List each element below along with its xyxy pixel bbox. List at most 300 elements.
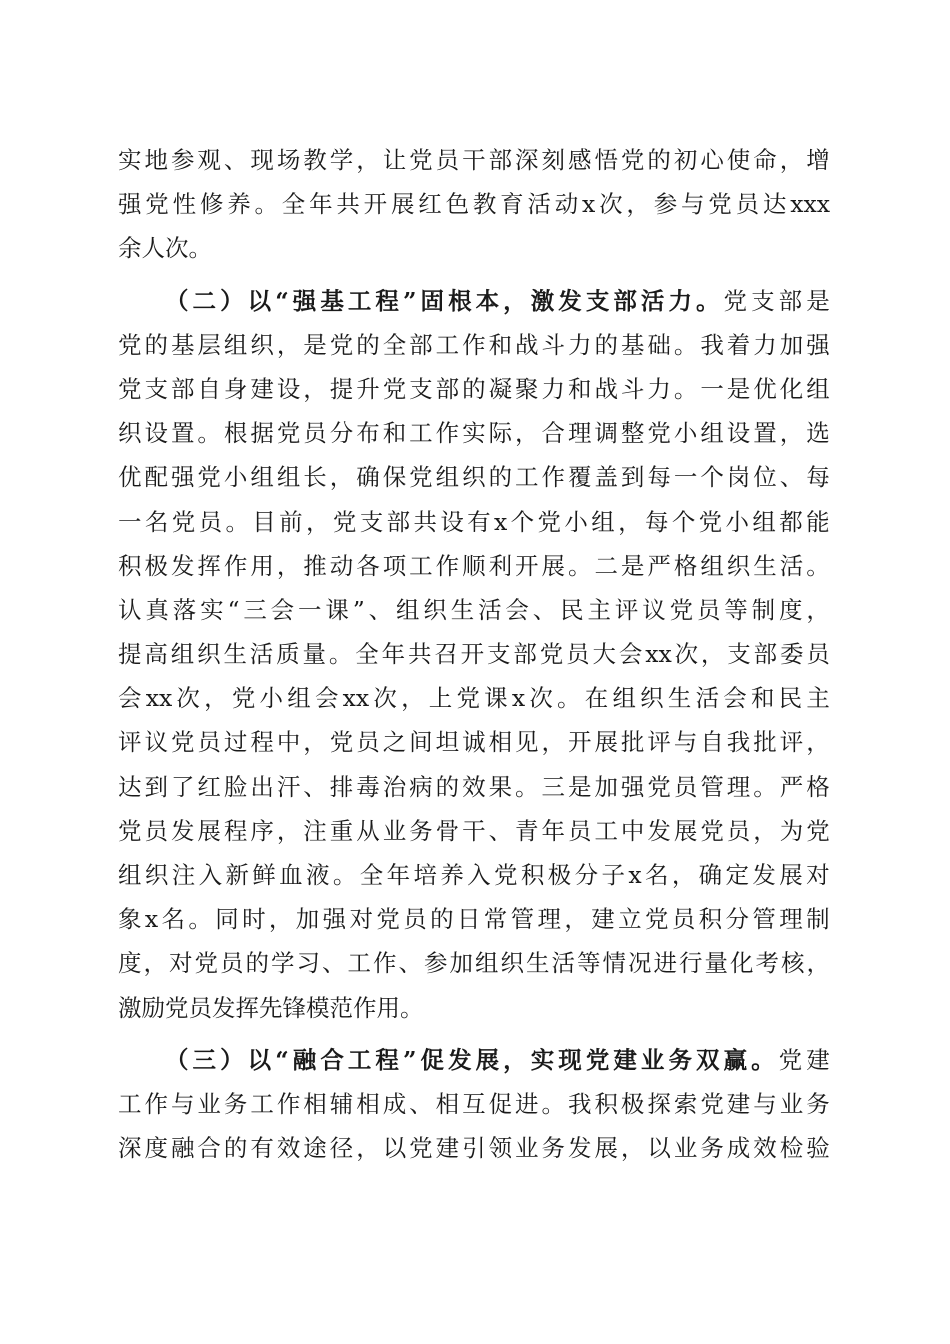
- text-glyph: 力: [753, 330, 777, 359]
- text-glyph: 观: [197, 146, 221, 174]
- heading-glyph: 基: [320, 286, 344, 315]
- text-glyph: 强: [170, 463, 195, 492]
- text-glyph: 果: [488, 772, 513, 801]
- text-glyph: 干: [462, 816, 486, 845]
- text-glyph: 展: [390, 190, 415, 219]
- text-glyph: 作: [223, 551, 248, 580]
- heading-glyph: 业: [640, 1045, 665, 1074]
- text-glyph: 是: [303, 330, 327, 359]
- text-glyph: 民: [560, 595, 584, 624]
- heading-glyph: 融: [292, 1045, 317, 1074]
- text-glyph: 党: [539, 640, 564, 669]
- text-glyph: 会: [118, 684, 142, 713]
- text-glyph: 党: [409, 146, 433, 174]
- text-glyph: ，: [303, 374, 327, 403]
- text-glyph: ，: [329, 463, 354, 492]
- text-glyph: 设: [726, 419, 751, 448]
- text-glyph: xxx: [790, 190, 830, 219]
- text-glyph: 小: [223, 463, 248, 492]
- text-glyph: 评: [647, 728, 671, 757]
- text-glyph: 定: [725, 861, 750, 889]
- heading-glyph: 促: [420, 1045, 445, 1074]
- text-glyph: 极: [144, 551, 168, 580]
- text-glyph: 场: [276, 146, 301, 174]
- text-glyph: 。: [673, 330, 698, 359]
- text-glyph: 务: [541, 1134, 565, 1163]
- text-glyph: 党: [170, 728, 195, 757]
- text-glyph: 学: [271, 949, 295, 978]
- text-glyph: 年: [309, 190, 333, 219]
- text-glyph: 发: [567, 1134, 592, 1163]
- text-glyph: 个: [510, 507, 535, 536]
- text-glyph: 积: [594, 1089, 618, 1118]
- text-glyph: 个: [671, 507, 696, 536]
- text-glyph: 促: [488, 1089, 513, 1118]
- text-glyph: 的: [435, 772, 460, 801]
- text-glyph: 强: [620, 772, 645, 801]
- text-glyph: 效: [753, 1134, 777, 1163]
- text-line: [118, 853, 830, 897]
- text-glyph: 和: [567, 374, 592, 403]
- text-glyph: 党: [382, 374, 407, 403]
- text-glyph: 党: [647, 772, 671, 801]
- heading-glyph: 工: [347, 1045, 372, 1074]
- text-glyph: 脸: [223, 772, 248, 801]
- text-glyph: 前: [279, 507, 303, 536]
- text-glyph: 织: [144, 861, 169, 889]
- text-line: [118, 986, 830, 1030]
- text-glyph: xx: [342, 684, 370, 713]
- text-glyph: 注: [171, 861, 196, 889]
- text-glyph: 党: [778, 1045, 803, 1074]
- heading-glyph: 合: [320, 1045, 344, 1074]
- text-glyph: 部: [435, 374, 460, 403]
- text-glyph: x: [628, 861, 642, 889]
- text-glyph: 织: [500, 949, 524, 978]
- text-glyph: 骨: [435, 816, 460, 845]
- text-glyph: ，: [268, 905, 293, 934]
- heading-glyph: 固: [420, 286, 445, 315]
- text-glyph: 际: [488, 419, 513, 448]
- text-glyph: 员: [673, 772, 698, 801]
- text-glyph: 党: [194, 949, 218, 978]
- text-glyph: 极: [547, 861, 572, 889]
- text-glyph: 之: [382, 728, 407, 757]
- text-glyph: 推: [303, 551, 327, 580]
- text-glyph: 、: [322, 949, 346, 978]
- text-glyph: 根: [223, 419, 248, 448]
- text-glyph: 开: [515, 551, 539, 580]
- text-glyph: 评: [779, 728, 804, 757]
- text-glyph: 次: [373, 684, 397, 713]
- heading-glyph: 部: [613, 286, 637, 315]
- text-glyph: 生: [753, 551, 777, 580]
- text-glyph: 等: [724, 595, 748, 624]
- text-glyph: 是: [726, 374, 751, 403]
- text-glyph: 分: [574, 861, 599, 889]
- text-glyph: 升: [356, 374, 380, 403]
- text-glyph: 重: [329, 816, 354, 845]
- text-glyph: 会: [505, 595, 529, 624]
- text-glyph: 度: [118, 949, 142, 978]
- text-glyph: 严: [779, 772, 804, 801]
- text-glyph: 子: [601, 861, 625, 889]
- text-glyph: 支: [144, 374, 168, 403]
- heading-glyph: 。: [751, 1045, 775, 1074]
- text-glyph: 融: [170, 1134, 195, 1163]
- text-glyph: 的: [462, 374, 486, 403]
- text-glyph: 活: [551, 949, 575, 978]
- text-glyph: 养: [440, 861, 464, 889]
- text-line: [118, 676, 830, 720]
- text-glyph: 业: [673, 1134, 698, 1163]
- text-line: [118, 544, 830, 588]
- text-glyph: 盖: [594, 463, 618, 492]
- text-glyph: ，: [806, 595, 830, 624]
- text-glyph: 程: [250, 728, 274, 757]
- text-glyph: 加: [295, 905, 320, 934]
- text-glyph: 。: [541, 1089, 565, 1118]
- text-glyph: 我: [726, 728, 751, 757]
- text-glyph: 了: [170, 772, 195, 801]
- text-glyph: 坦: [435, 728, 460, 757]
- text-glyph: 项: [382, 551, 407, 580]
- text-glyph: 员: [435, 146, 460, 174]
- text-glyph: ，: [143, 949, 167, 978]
- text-glyph: 织: [726, 551, 751, 580]
- text-glyph: 组: [223, 330, 248, 359]
- text-glyph: 设: [276, 374, 301, 403]
- text-glyph: 党: [118, 330, 142, 359]
- text-glyph: ，: [303, 728, 327, 757]
- text-glyph: 优: [118, 463, 142, 492]
- text-glyph: 严: [647, 551, 671, 580]
- text-glyph: 党: [276, 419, 301, 448]
- text-glyph: 确: [356, 463, 380, 492]
- text-glyph: 组: [806, 374, 830, 403]
- text-glyph: 深: [118, 1134, 142, 1163]
- text-glyph: 管: [700, 772, 724, 801]
- text-glyph: 和: [382, 419, 407, 448]
- text-glyph: 加: [594, 772, 618, 801]
- text-glyph: 修: [199, 190, 224, 219]
- text-glyph: 配: [144, 463, 168, 492]
- text-glyph: 批: [753, 728, 777, 757]
- text-glyph: 党: [700, 1089, 724, 1118]
- text-glyph: 相: [488, 728, 513, 757]
- line-text: 激励党员发挥先锋模范作用。: [118, 993, 424, 1022]
- text-glyph: 是: [806, 286, 830, 315]
- text-glyph: 增: [806, 146, 830, 174]
- text-glyph: 情: [602, 949, 626, 978]
- text-glyph: x: [582, 190, 596, 219]
- text-glyph: 进: [653, 949, 677, 978]
- text-glyph: 作: [435, 419, 460, 448]
- text-glyph: 作: [276, 1089, 301, 1118]
- text-glyph: ，: [356, 146, 380, 174]
- text-glyph: 的: [356, 330, 380, 359]
- text-glyph: 建: [726, 1089, 751, 1118]
- text-glyph: 核: [781, 949, 805, 978]
- text-glyph: 。: [332, 861, 357, 889]
- text-glyph: 能: [806, 507, 830, 536]
- text-glyph: ，: [779, 419, 804, 448]
- text-glyph: 地: [144, 146, 168, 174]
- text-glyph: 务: [806, 1089, 830, 1118]
- text-glyph: 引: [462, 1134, 486, 1163]
- text-glyph: 党: [409, 1134, 433, 1163]
- text-glyph: 作: [144, 1089, 168, 1118]
- text-glyph: 达: [762, 190, 787, 219]
- heading-glyph: 展: [475, 1045, 500, 1074]
- text-glyph: 量: [704, 949, 728, 978]
- text-glyph: 干: [462, 146, 486, 174]
- text-glyph: 大: [592, 640, 616, 669]
- text-glyph: 部: [170, 374, 195, 403]
- text-line: [118, 1082, 830, 1126]
- text-glyph: 理: [567, 419, 592, 448]
- text-glyph: 中: [276, 728, 301, 757]
- text-glyph: 次: [176, 684, 200, 713]
- text-glyph: ，: [564, 905, 588, 934]
- text-glyph: 让: [382, 146, 407, 174]
- text-glyph: 。: [225, 507, 249, 536]
- text-glyph: 的: [488, 463, 513, 492]
- text-glyph: 强: [118, 190, 142, 219]
- text-glyph: 序: [250, 816, 274, 845]
- text-glyph: 展: [594, 1134, 618, 1163]
- text-glyph: 过: [223, 728, 248, 757]
- text-glyph: 日: [456, 905, 481, 934]
- text-glyph: 个: [700, 463, 724, 492]
- text-glyph: 共: [336, 190, 360, 219]
- heading-glyph: 发: [558, 286, 582, 315]
- text-glyph: 员: [403, 905, 427, 934]
- text-glyph: 进: [515, 1089, 539, 1118]
- text-glyph: 的: [647, 146, 671, 174]
- text-glyph: 力: [647, 374, 671, 403]
- text-glyph: 开: [460, 640, 485, 669]
- text-glyph: 。: [806, 551, 830, 580]
- text-glyph: 会: [618, 640, 643, 669]
- paragraph-gap: [118, 271, 830, 279]
- text-glyph: 。: [515, 772, 539, 801]
- text-glyph: 工: [515, 463, 539, 492]
- text-glyph: 展: [197, 816, 221, 845]
- text-glyph: 党: [332, 507, 357, 536]
- heading-glyph: 。: [696, 286, 720, 315]
- text-glyph: 次: [599, 190, 623, 219]
- text-glyph: 用: [250, 551, 274, 580]
- text-line: [118, 941, 830, 985]
- text-glyph: 员: [198, 507, 223, 536]
- text-glyph: 展: [779, 861, 803, 889]
- text-line: [118, 720, 830, 764]
- text-glyph: 学: [329, 146, 354, 174]
- text-glyph: 党: [118, 816, 142, 845]
- text-glyph: 民: [778, 684, 803, 713]
- text-glyph: 真: [145, 595, 169, 624]
- text-glyph: 程: [223, 816, 248, 845]
- text-glyph: 会: [314, 684, 339, 713]
- text-glyph: 三: [541, 772, 565, 801]
- text-glyph: 全: [355, 640, 379, 669]
- text-glyph: 到: [144, 772, 168, 801]
- text-glyph: 部: [488, 146, 513, 174]
- text-glyph: 员: [735, 190, 760, 219]
- text-glyph: 员: [197, 728, 221, 757]
- text-glyph: 参: [170, 146, 195, 174]
- text-glyph: 积: [520, 861, 545, 889]
- text-glyph: 整: [620, 419, 645, 448]
- text-glyph: ，: [306, 507, 330, 536]
- text-glyph: 党: [329, 330, 354, 359]
- heading-glyph: 建: [613, 1045, 637, 1074]
- text-glyph: 组: [276, 463, 301, 492]
- text-glyph: 批: [620, 728, 645, 757]
- text-glyph: 质: [276, 640, 300, 669]
- text-glyph: ，: [515, 419, 539, 448]
- text-glyph: 以: [647, 1134, 671, 1163]
- text-glyph: 命: [753, 146, 777, 174]
- text-glyph: 作: [541, 463, 565, 492]
- text-glyph: 。: [557, 684, 581, 713]
- text-glyph: 验: [806, 1134, 830, 1163]
- text-glyph: 力: [567, 330, 592, 359]
- text-line: [118, 411, 830, 455]
- heading-glyph: “: [275, 1045, 289, 1074]
- text-glyph: 业: [382, 816, 407, 845]
- text-glyph: 对: [169, 949, 193, 978]
- text-glyph: 极: [620, 1089, 645, 1118]
- text-glyph: ，: [618, 507, 642, 536]
- text-glyph: 工: [409, 551, 433, 580]
- heading-glyph: 三: [192, 1045, 217, 1074]
- text-glyph: 径: [329, 1134, 354, 1163]
- text-glyph: 以: [382, 1134, 407, 1163]
- text-glyph: 位: [753, 463, 777, 492]
- text-glyph: 。: [753, 772, 777, 801]
- text-glyph: 支: [409, 374, 433, 403]
- text-glyph: 认: [118, 595, 142, 624]
- text-glyph: 确: [698, 861, 723, 889]
- text-glyph: 员: [671, 905, 696, 934]
- text-glyph: 活: [695, 684, 720, 713]
- text-glyph: 组: [170, 640, 195, 669]
- text-glyph: 展: [541, 551, 565, 580]
- text-glyph: 落: [172, 595, 197, 624]
- text-glyph: 成: [382, 1089, 407, 1118]
- text-glyph: 性: [172, 190, 197, 219]
- text-glyph: ，: [620, 1134, 645, 1163]
- text-glyph: 、: [368, 595, 393, 624]
- text-glyph: 象: [118, 905, 142, 934]
- text-glyph: 顺: [462, 551, 486, 580]
- text-glyph: 织: [462, 463, 486, 492]
- text-glyph: 组: [287, 684, 311, 713]
- text-glyph: 支: [751, 286, 775, 315]
- text-line: [118, 1038, 830, 1082]
- text-glyph: 织: [118, 419, 142, 448]
- text-glyph: 组: [395, 595, 420, 624]
- heading-glyph: 赢: [723, 1045, 748, 1074]
- text-glyph: 度: [144, 1134, 168, 1163]
- text-glyph: 议: [144, 728, 168, 757]
- text-glyph: 战: [515, 330, 539, 359]
- text-glyph: 务: [409, 816, 433, 845]
- text-glyph: ，: [779, 146, 804, 174]
- text-glyph: 调: [594, 419, 618, 448]
- text-glyph: 次: [529, 684, 553, 713]
- text-glyph: 党: [537, 507, 562, 536]
- text-glyph: 织: [423, 595, 447, 624]
- text-glyph: 组: [591, 507, 615, 536]
- text-glyph: ，: [401, 684, 425, 713]
- text-glyph: 实: [118, 146, 142, 174]
- text-glyph: 每: [806, 463, 830, 492]
- text-glyph: 挥: [197, 551, 221, 580]
- text-glyph: 发: [170, 816, 195, 845]
- text-glyph: 理: [537, 905, 562, 934]
- text-glyph: 青: [515, 816, 539, 845]
- text-glyph: 的: [594, 330, 618, 359]
- text-glyph: 覆: [567, 463, 592, 492]
- text-glyph: 组: [612, 684, 636, 713]
- heading-glyph: 程: [375, 1045, 399, 1074]
- text-glyph: 的: [223, 1134, 248, 1163]
- text-glyph: 建: [806, 1045, 830, 1074]
- text-line: [118, 279, 830, 323]
- text-glyph: 部: [753, 640, 778, 669]
- text-glyph: 鲜: [252, 861, 276, 889]
- text-glyph: 年: [541, 816, 565, 845]
- heading-glyph: ，: [503, 1045, 527, 1074]
- text-glyph: ，: [276, 816, 301, 845]
- text-glyph: 自: [197, 374, 221, 403]
- text-glyph: 党: [456, 684, 480, 713]
- text-glyph: 病: [409, 772, 433, 801]
- text-glyph: 毒: [356, 772, 380, 801]
- text-glyph: 参: [653, 190, 678, 219]
- text-line: [118, 765, 830, 809]
- heading-glyph: 力: [668, 286, 692, 315]
- text-glyph: 小: [673, 419, 698, 448]
- text-glyph: 血: [279, 861, 303, 889]
- heading-glyph: 实: [530, 1045, 555, 1074]
- paragraph-gap: [118, 1030, 830, 1038]
- text-glyph: 工: [409, 419, 433, 448]
- text-glyph: 着: [726, 330, 751, 359]
- text-glyph: 员: [566, 640, 590, 669]
- text-glyph: 相: [435, 1089, 460, 1118]
- text-glyph: 全: [382, 330, 407, 359]
- text-glyph: 党: [698, 507, 723, 536]
- text-glyph: 积: [698, 905, 723, 934]
- text-glyph: 基: [620, 330, 645, 359]
- text-glyph: ，: [356, 1134, 380, 1163]
- text-glyph: 为: [779, 816, 804, 845]
- text-glyph: 上: [428, 684, 453, 713]
- heading-glyph: 双: [696, 1045, 720, 1074]
- text-glyph: 与: [753, 1089, 777, 1118]
- text-glyph: 基: [170, 330, 195, 359]
- text-line: [118, 367, 830, 411]
- text-glyph: 与: [170, 1089, 195, 1118]
- text-glyph: 二: [594, 551, 618, 580]
- text-glyph: 织: [250, 330, 274, 359]
- text-glyph: 评: [118, 728, 142, 757]
- text-glyph: 战: [594, 374, 618, 403]
